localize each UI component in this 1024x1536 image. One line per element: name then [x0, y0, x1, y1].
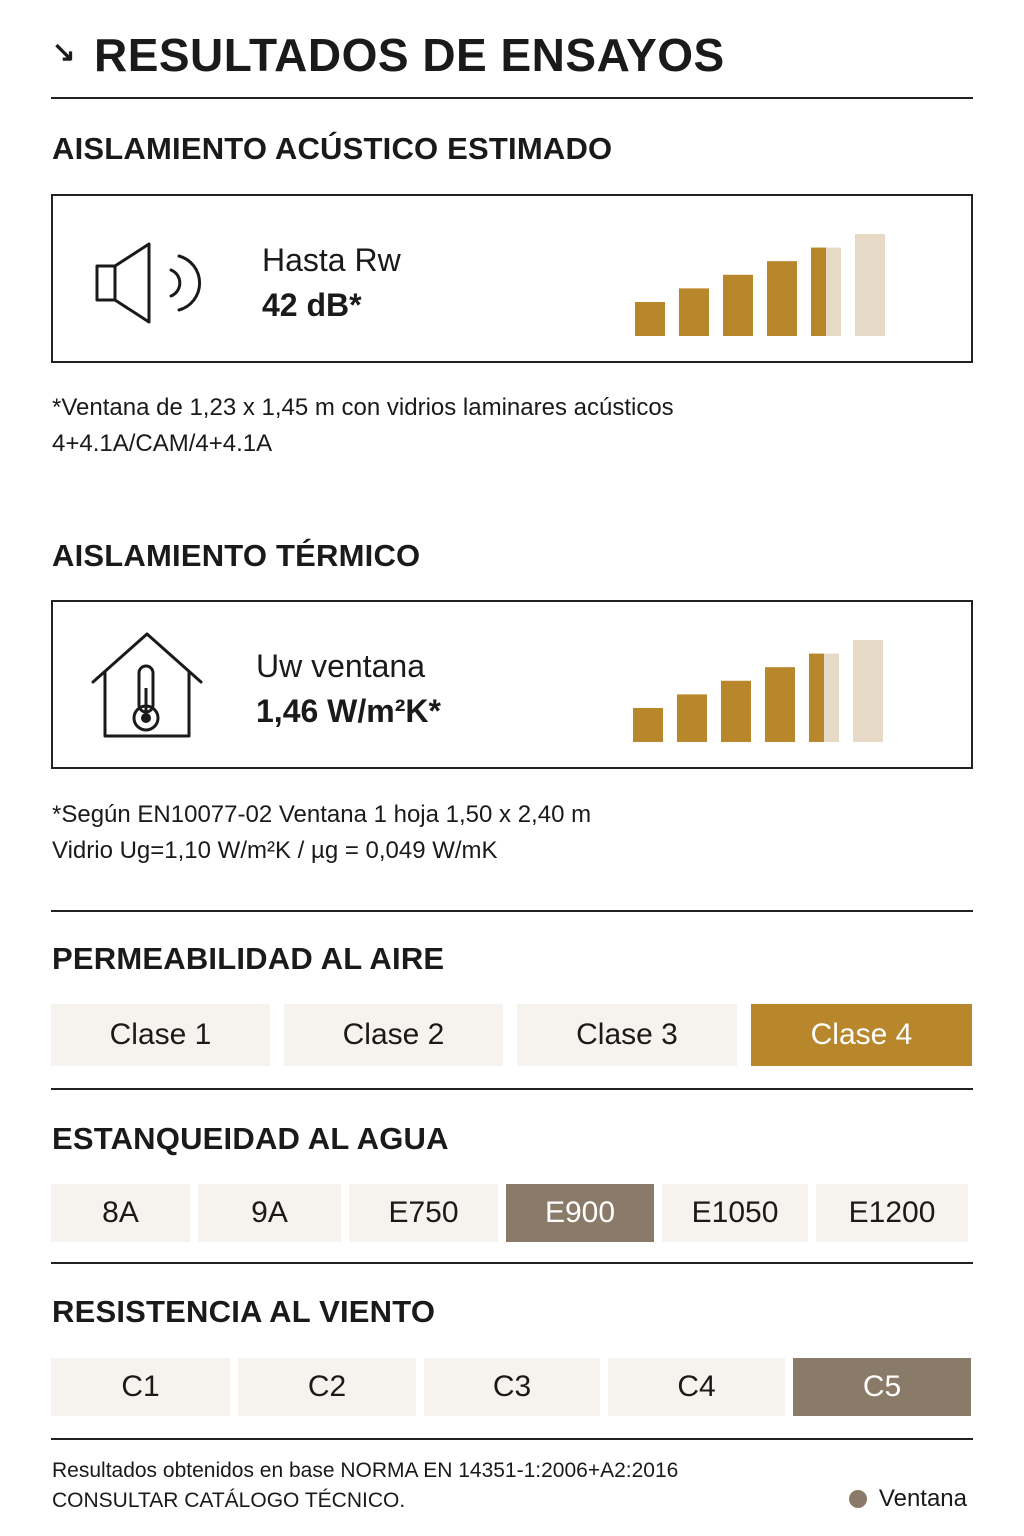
water-class-chip: 9A: [198, 1184, 341, 1242]
divider: [51, 1438, 973, 1440]
footer-norm: Resultados obtenidos en base NORMA EN 14351-1:2006+A2:2016: [52, 1459, 679, 1482]
level-bar-fill: [721, 681, 751, 742]
footer-catalog: CONSULTAR CATÁLOGO TÉCNICO.: [52, 1489, 406, 1512]
acoustic-level-bars: [635, 226, 905, 338]
page-title-text: RESULTADOS DE ENSAYOS: [93, 29, 725, 81]
air-heading: PERMEABILIDAD AL AIRE: [52, 941, 445, 976]
divider: [51, 1088, 973, 1090]
air-class-chip: Clase 1: [51, 1004, 270, 1066]
wind-class-chip: C4: [608, 1358, 785, 1416]
water-class-chip: E1050: [662, 1184, 808, 1242]
wind-class-chip: C5: [793, 1358, 971, 1416]
thermal-card: [51, 600, 973, 769]
thermal-value: 1,46 W/m²K*: [256, 693, 441, 729]
thermal-note-line1: *Según EN10077-02 Ventana 1 hoja 1,50 x 2,40 m: [52, 801, 592, 828]
speaker-icon: [93, 240, 203, 326]
level-bar-fill: [765, 667, 795, 742]
acoustic-note-line2: 4+4.1A/CAM/4+4.1A: [52, 430, 273, 457]
level-bar-fill: [633, 708, 663, 742]
acoustic-note: [52, 390, 674, 462]
page-title: [52, 28, 725, 82]
water-heading: ESTANQUEIDAD AL AGUA: [52, 1121, 449, 1156]
legend-swatch: [849, 1490, 867, 1508]
wind-class-chip: C1: [51, 1358, 230, 1416]
house-thermometer-icon: [89, 630, 205, 740]
level-bar-track: [853, 640, 883, 742]
thermal-level-bars: [633, 632, 903, 744]
level-bar-fill: [635, 302, 665, 336]
air-class-chip: Clase 3: [517, 1004, 737, 1066]
air-class-chip: Clase 4: [751, 1004, 972, 1066]
thermal-note-line2: Vidrio Ug=1,10 W/m²K / µg = 0,049 W/mK: [52, 837, 498, 864]
level-bar-fill: [677, 694, 707, 742]
thermal-label: Uw ventana: [256, 648, 425, 684]
divider: [51, 910, 973, 912]
water-class-chip: E900: [506, 1184, 654, 1242]
water-class-chip: 8A: [51, 1184, 190, 1242]
level-bar-fill: [809, 654, 824, 742]
acoustic-card: [51, 194, 973, 363]
legend-label: Ventana: [878, 1485, 967, 1512]
legend: [849, 1485, 967, 1513]
level-bar-track: [855, 234, 885, 336]
arrow-down-right-icon: ↘: [52, 35, 76, 67]
divider: [51, 97, 973, 99]
acoustic-note-line1: *Ventana de 1,23 x 1,45 m con vidrios laminares acústicos: [52, 394, 674, 421]
divider: [51, 1262, 973, 1264]
level-bar-fill: [767, 261, 797, 336]
thermal-heading: AISLAMIENTO TÉRMICO: [52, 538, 421, 573]
level-bar-fill: [679, 288, 709, 336]
acoustic-value: 42 dB*: [262, 287, 362, 323]
wind-class-chip: C3: [424, 1358, 600, 1416]
acoustic-heading: AISLAMIENTO ACÚSTICO ESTIMADO: [52, 131, 613, 166]
level-bar-fill: [723, 275, 753, 336]
air-class-chip: Clase 2: [284, 1004, 503, 1066]
level-bar-fill: [811, 248, 826, 336]
wind-heading: RESISTENCIA AL VIENTO: [52, 1294, 436, 1329]
water-class-chip: E1200: [816, 1184, 968, 1242]
footer-notes: [52, 1456, 678, 1516]
acoustic-label: Hasta Rw: [262, 242, 401, 278]
water-class-chip: E750: [349, 1184, 498, 1242]
wind-class-chip: C2: [238, 1358, 416, 1416]
thermal-note: [52, 797, 591, 869]
